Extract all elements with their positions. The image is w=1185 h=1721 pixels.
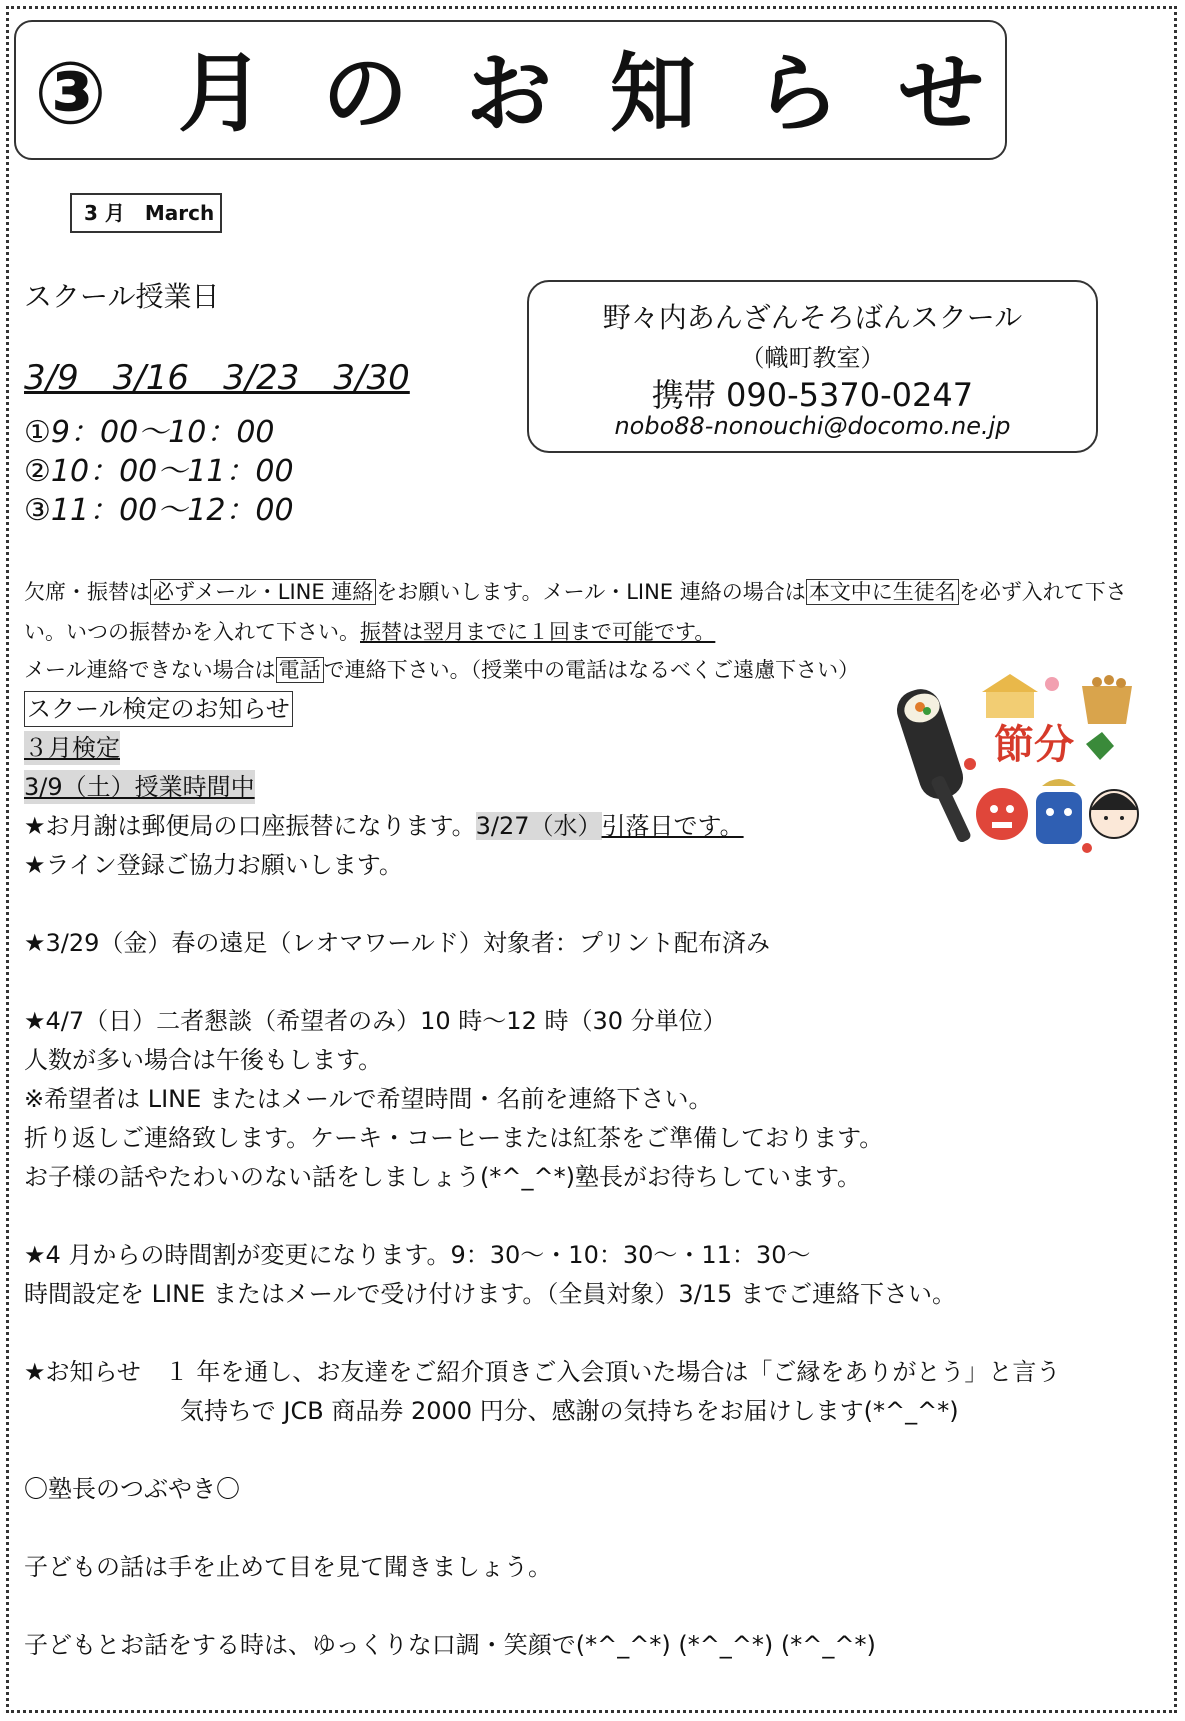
fee-date: 3/27（水） — [475, 812, 602, 840]
blue-oni-icon — [1036, 779, 1082, 844]
schedule-slot: ①9：00〜10：00 — [24, 415, 275, 450]
fee-text: ★お月謝は郵便局の口座振替になります。 — [24, 812, 476, 840]
schedule-slot: ③11：00〜12：00 — [24, 493, 294, 528]
notice-emphasis: 必ずメール・LINE 連絡 — [150, 579, 376, 605]
timetable-line: ★4 月からの時間割が変更になります。9：30〜・10：30〜・11：30〜 — [24, 1241, 811, 1269]
email-address: nobo88-nonouchi@docomo.ne.jp — [614, 412, 1011, 440]
phone-number: 携帯 090-5370-0247 — [651, 376, 974, 414]
schedule-heading: スクール授業日 — [24, 280, 220, 313]
fee-notice — [24, 809, 744, 843]
okame-face-icon — [1090, 790, 1138, 838]
month-tag: 3 月 March — [70, 193, 222, 233]
ehomaki-roll-icon — [892, 684, 968, 804]
title-char: お — [466, 44, 552, 144]
notice-line-3 — [24, 653, 859, 687]
notice-emphasis: 電話 — [276, 657, 324, 683]
referral-line: 気持ちで JCB 商品券 2000 円分、感謝の気持ちをお届けします(*^_^*) — [180, 1397, 959, 1425]
title-banner — [14, 20, 1007, 160]
notice-emphasis: 本文中に生徒名 — [806, 579, 959, 605]
notice-emphasis: 振替は翌月までに１回まで可能です。 — [360, 620, 716, 644]
title-char: 知 — [610, 44, 696, 144]
line-registration: ★ライン登録ご協力お願いします。 — [24, 851, 403, 879]
excursion-notice: ★3/29（金）春の遠足（レオマワールド）対象者：プリント配布済み — [24, 929, 770, 957]
holly-leaf-icon — [1086, 732, 1114, 760]
timetable-line: 時間設定を LINE またはメールで受け付けます。（全員対象）3/15 までご連絡下さい。 — [24, 1280, 956, 1308]
setsubun-illustration — [882, 664, 1152, 856]
notice-line-1 — [24, 575, 1127, 609]
notice-text: い。いつの振替かを入れて下さい。 — [24, 620, 360, 644]
tsubuyaki-heading: 〇塾長のつぶやき〇 — [24, 1475, 240, 1503]
kentei-date: 3/9（土）授業時間中 — [24, 770, 255, 804]
notice-line-2 — [24, 615, 715, 649]
notice-text: 欠席・振替は — [24, 580, 150, 604]
school-name: 野々内あんざんそろばんスクール — [602, 301, 1023, 334]
meeting-line: 折り返しご連絡致します。ケーキ・コーヒーまたは紅茶をご準備しております。 — [24, 1124, 884, 1152]
notice-text: で連絡下さい。（授業中の電話はなるべくご遠慮下さい） — [323, 658, 860, 682]
branch-name: （幟町教室） — [740, 344, 885, 372]
fee-text: 引落日です。 — [601, 812, 744, 840]
schedule-slot: ②10：00〜11：00 — [24, 454, 294, 489]
meeting-line: 人数が多い場合は午後もします。 — [24, 1046, 383, 1074]
notice-text: をお願いします。メール・LINE 連絡の場合は — [376, 580, 806, 604]
kentei-heading: スクール検定のお知らせ — [24, 691, 293, 727]
tsubuyaki-line: 子どもとお話をする時は、ゆっくりな口調・笑顔で(*^_^*) (*^_^*) (*^_^*) — [24, 1631, 876, 1659]
title-char: ら — [754, 44, 840, 144]
red-oni-icon — [976, 788, 1028, 840]
meeting-line: お子様の話やたわいのない話をしましょう(*^_^*)塾長がお待ちしています。 — [24, 1163, 862, 1191]
meeting-line: ※希望者は LINE またはメールで希望時間・名前を連絡下さい。 — [24, 1085, 713, 1113]
kentei-month: ３月検定 — [24, 731, 120, 765]
tsubuyaki-line: 子どもの話は手を止めて目を見て聞きましょう。 — [24, 1553, 552, 1581]
title-char: 月 — [178, 44, 264, 144]
notice-text: メール連絡できない場合は — [24, 658, 276, 682]
title-char: の — [322, 44, 408, 144]
title-month-number: ③ — [34, 44, 107, 144]
referral-line: ★お知らせ １ 年を通し、お友達をご紹介頂きご入会頂いた場合は「ご縁をありがとう」と言う — [24, 1358, 1061, 1386]
title-char: せ — [898, 44, 984, 144]
schedule-dates: 3/9 3/16 3/23 3/30 — [24, 358, 410, 398]
contact-card — [527, 280, 1098, 453]
setsubun-label: 節分 — [994, 722, 1074, 768]
notice-text: を必ず入れて下さ — [958, 580, 1127, 604]
meeting-line: ★4/7（日）二者懇談（希望者のみ）10 時〜12 時（30 分単位） — [24, 1007, 727, 1035]
